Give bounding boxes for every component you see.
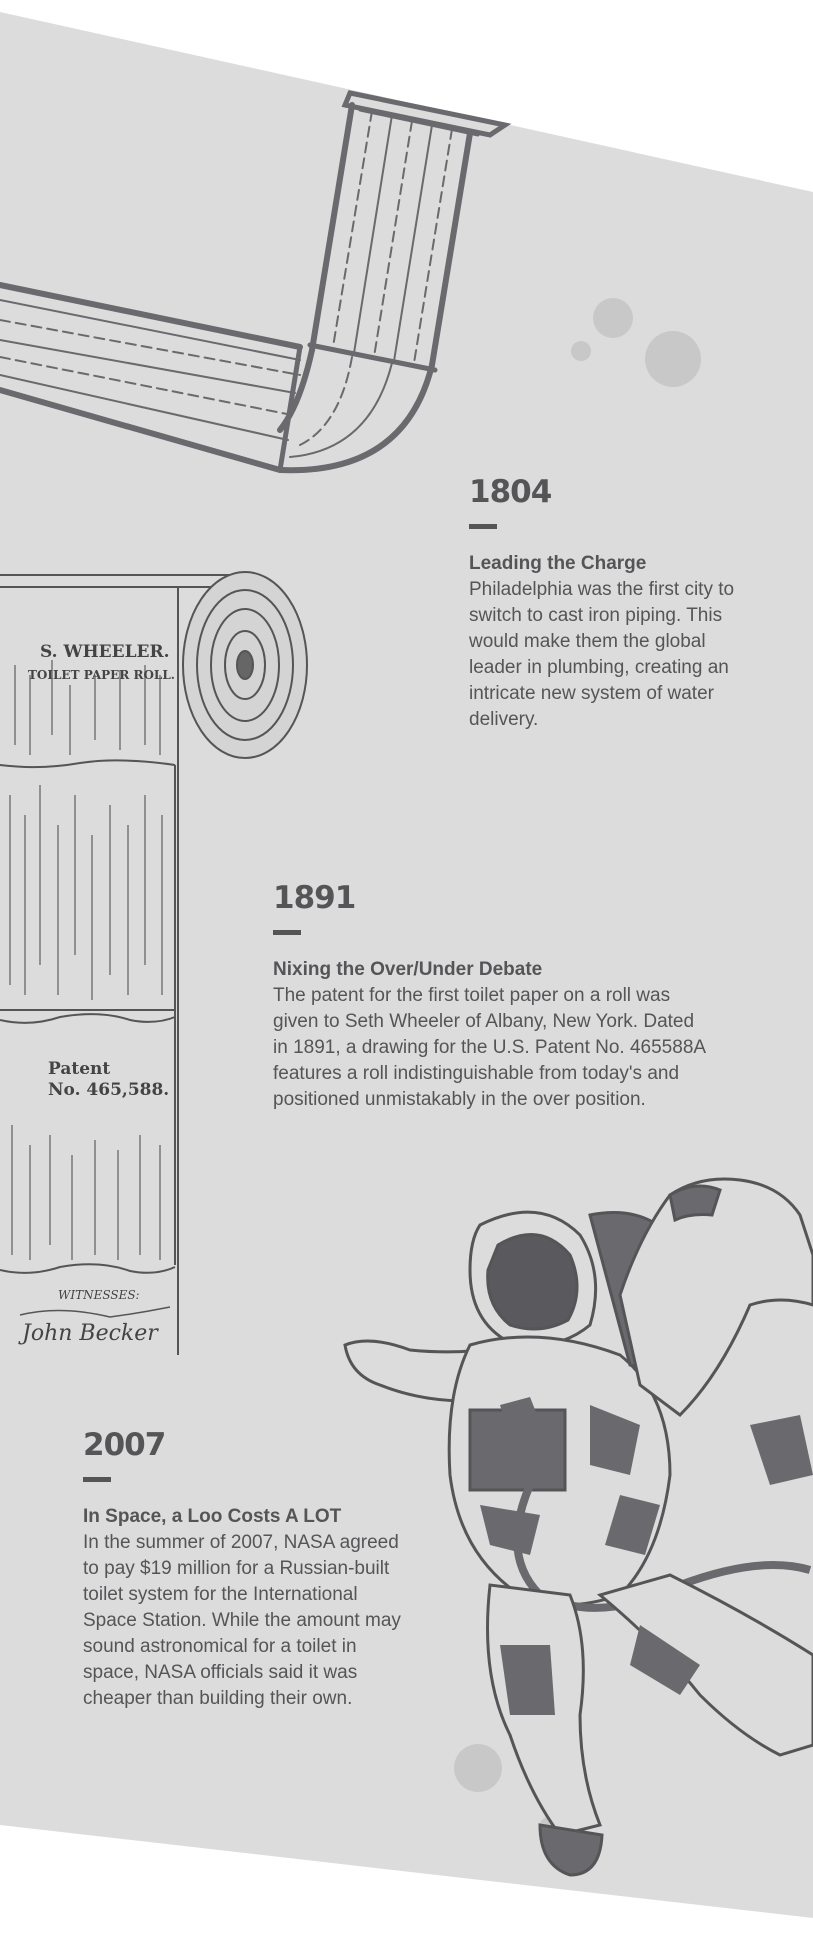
patent-witnesses: WITNESSES: xyxy=(58,1288,140,1302)
entry-body: In the summer of 2007, NASA agreed to pay $19 million for a Russian-built toilet system for the International Space Station. While the amount may sound astronomical for a toilet in space, NASA officials said it was cheaper than building their own. xyxy=(83,1532,401,1709)
patent-name-line: S. WHEELER. xyxy=(40,642,170,662)
year-underline xyxy=(469,524,497,529)
entry-year: 1891 xyxy=(273,880,356,916)
entry-body: The patent for the first toilet paper on a roll was given to Seth Wheeler of Albany, New York. Dated in 1891, a drawing for the U.S. Patent No. 465588A features a roll indistinguishable from today's and positioned unmistakably in the over position. xyxy=(273,985,706,1110)
patent-number-line1: Patent xyxy=(48,1059,111,1079)
timeline-entry-1804 xyxy=(469,474,759,733)
year-underline xyxy=(83,1477,111,1482)
entry-heading: In Space, a Loo Costs A LOT xyxy=(83,1506,342,1527)
entry-heading: Leading the Charge xyxy=(469,553,647,574)
patent-number-line2: No. 465,588. xyxy=(48,1080,170,1100)
entry-heading: Nixing the Over/Under Debate xyxy=(273,959,543,980)
entry-year: 2007 xyxy=(83,1427,166,1463)
timeline-entry-2007 xyxy=(83,1427,413,1712)
toilet-paper-patent-drawing xyxy=(0,565,320,1355)
entry-body: Philadelphia was the first city to switch to cast iron piping. This would make them the global leader in plumbing, creating an intricate new system of water delivery. xyxy=(469,579,735,730)
timeline-entry-1891 xyxy=(273,880,708,1113)
entry-year: 1804 xyxy=(469,474,552,510)
pipe-illustration xyxy=(0,85,520,485)
year-underline xyxy=(273,930,301,935)
patent-title-line: TOILET PAPER ROLL. xyxy=(28,668,175,682)
patent-signature: John Becker xyxy=(22,1321,158,1346)
